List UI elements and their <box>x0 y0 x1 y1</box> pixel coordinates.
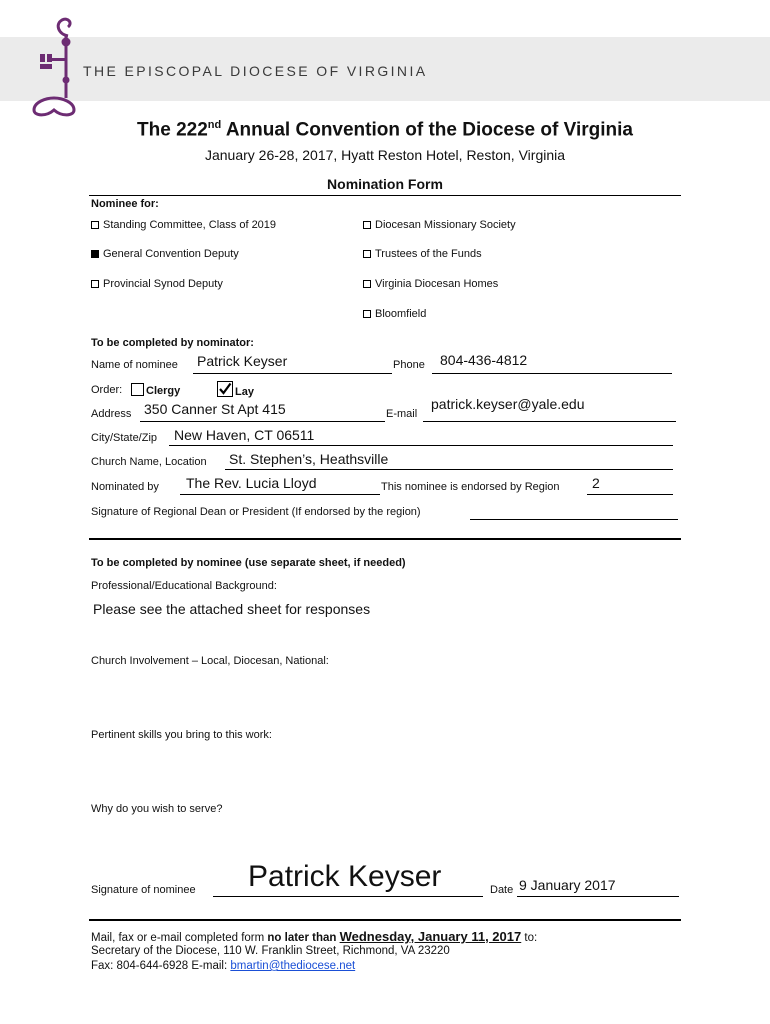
nominee-section-heading: To be completed by nominee (use separate sheet, if needed) <box>91 557 406 569</box>
secretary-address: Secretary of the Diocese, 110 W. Franklin Street, Richmond, VA 23220 <box>91 945 450 957</box>
region-line <box>587 494 673 495</box>
phone-value[interactable]: 804-436-4812 <box>440 352 528 368</box>
nominee-signature-value[interactable]: Patrick Keyser <box>248 860 442 893</box>
nominator-heading: To be completed by nominator: <box>91 337 254 349</box>
date-label: Date <box>490 884 514 896</box>
checkbox-icon[interactable] <box>91 280 99 288</box>
key-crozier-logo-icon <box>28 14 84 120</box>
option-provincial-synod-deputy[interactable]: Provincial Synod Deputy <box>91 278 223 290</box>
city-state-zip-value[interactable]: New Haven, CT 06511 <box>174 427 315 443</box>
option-virginia-diocesan-homes[interactable]: Virginia Diocesan Homes <box>363 278 498 290</box>
church-involvement-label: Church Involvement – Local, Diocesan, National: <box>91 655 329 667</box>
checkbox-icon[interactable] <box>363 280 371 288</box>
nominated-by-line <box>180 494 380 495</box>
address-line <box>140 421 385 422</box>
phone-label: Phone <box>393 359 425 371</box>
pertinent-skills-label: Pertinent skills you bring to this work: <box>91 729 272 741</box>
email-line <box>423 421 676 422</box>
email-link[interactable]: bmartin@thediocese.net <box>230 960 356 972</box>
nominated-by-label: Nominated by <box>91 481 159 493</box>
why-serve-label: Why do you wish to serve? <box>91 803 223 815</box>
phone-line <box>432 373 672 374</box>
option-general-convention-deputy[interactable]: General Convention Deputy <box>91 248 239 260</box>
nominee-signature-label: Signature of nominee <box>91 884 196 896</box>
name-of-nominee-value[interactable]: Patrick Keyser <box>197 353 288 369</box>
order-lay[interactable]: Lay <box>217 381 254 398</box>
convention-subtitle: January 26-28, 2017, Hyatt Reston Hotel, Reston, Virginia <box>204 147 566 163</box>
email-label: E-mail <box>386 408 418 420</box>
address-label: Address <box>91 408 132 420</box>
background-label: Professional/Educational Background: <box>91 580 277 592</box>
region-value[interactable]: 2 <box>592 475 600 491</box>
checkbox-icon[interactable] <box>363 250 371 258</box>
order-label: Order: <box>91 384 123 396</box>
divider <box>89 195 681 196</box>
nominee-signature-line <box>213 896 483 897</box>
deadline-date: Wednesday, January 11, 2017 <box>339 929 522 944</box>
date-line <box>517 896 679 897</box>
background-value[interactable]: Please see the attached sheet for responses <box>93 601 371 617</box>
option-standing-committee[interactable]: Standing Committee, Class of 2019 <box>91 219 276 231</box>
regional-dean-signature-line[interactable] <box>470 519 678 520</box>
org-name: THE EPISCOPAL DIOCESE OF VIRGINIA <box>83 63 428 79</box>
checkbox-icon[interactable] <box>131 383 144 396</box>
city-state-zip-label: City/State/Zip <box>91 432 158 444</box>
nominee-for-heading: Nominee for: <box>91 198 159 210</box>
option-bloomfield[interactable]: Bloomfield <box>363 308 426 320</box>
nominated-by-value[interactable]: The Rev. Lucia Lloyd <box>186 475 317 491</box>
endorsed-by-region-label: This nominee is endorsed by Region <box>381 481 560 493</box>
form-title: Nomination Form <box>327 176 443 192</box>
address-value[interactable]: 350 Canner St Apt 415 <box>144 401 286 417</box>
divider <box>89 538 681 540</box>
regional-dean-signature-label: Signature of Regional Dean or President (If endorsed by the region) <box>91 506 421 518</box>
email-value[interactable]: patrick.keyser@yale.edu <box>431 396 585 412</box>
checkbox-icon[interactable] <box>363 221 371 229</box>
option-trustees-of-the-funds[interactable]: Trustees of the Funds <box>363 248 482 260</box>
checked-checkbox-icon[interactable] <box>217 381 233 397</box>
page-title: The 222nd Annual Convention of the Diocese of Virginia <box>137 119 633 141</box>
divider <box>89 919 681 921</box>
name-of-nominee-line <box>193 373 392 374</box>
option-diocesan-missionary-society[interactable]: Diocesan Missionary Society <box>363 219 516 231</box>
submission-instructions: Mail, fax or e-mail completed form no later than Wednesday, January 11, 2017 to: <box>91 929 538 944</box>
order-clergy[interactable]: Clergy <box>131 383 180 397</box>
city-state-zip-line <box>169 445 673 446</box>
church-name-label: Church Name, Location <box>91 456 207 468</box>
fax-email-line: Fax: 804-644-6928 E-mail: bmartin@thediocese.net <box>91 960 356 972</box>
date-value[interactable]: 9 January 2017 <box>519 877 616 893</box>
church-name-line <box>225 469 673 470</box>
checkbox-icon[interactable] <box>363 310 371 318</box>
checked-checkbox-icon[interactable] <box>91 250 99 258</box>
church-name-value[interactable]: St. Stephen’s, Heathsville <box>229 451 389 467</box>
checkbox-icon[interactable] <box>91 221 99 229</box>
name-of-nominee-label: Name of nominee <box>91 359 178 371</box>
